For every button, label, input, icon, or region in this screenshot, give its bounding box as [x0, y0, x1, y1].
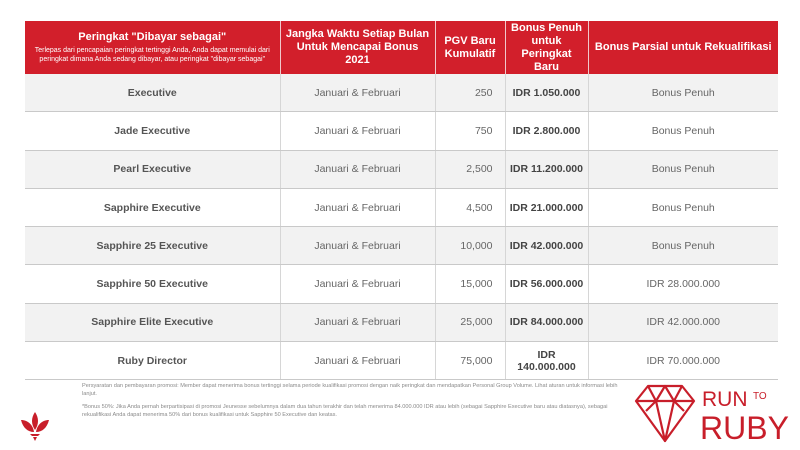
- run-to-ruby-logo: [632, 381, 790, 445]
- pgv-cell: 25,000: [435, 303, 505, 341]
- pgv-column-header: PGV Baru Kumulatif: [435, 21, 505, 74]
- full-bonus-cell: IDR 11.200.000: [505, 150, 588, 188]
- period-cell: Januari & Februari: [280, 150, 435, 188]
- rank-bonus-table: [25, 21, 778, 380]
- full-bonus-cell: IDR 1.050.000: [505, 74, 588, 112]
- logo-ruby-text: RUBY: [700, 410, 789, 445]
- period-cell: Januari & Februari: [280, 303, 435, 341]
- rank-column-subtitle: Terlepas dari pencapaian peringkat tertinggi Anda, Anda dapat memulai dari peringkat dimana Anda sedang dibayar, atau peringkat "dibayar sebagai": [34, 47, 270, 63]
- partial-bonus-cell: Bonus Penuh: [588, 188, 778, 226]
- rank-cell: Executive: [25, 74, 280, 112]
- logo-run-text: RUN: [702, 388, 748, 411]
- table-row: [25, 150, 778, 188]
- pgv-cell: 15,000: [435, 265, 505, 303]
- full-bonus-cell: IDR 84.000.000: [505, 303, 588, 341]
- period-cell: Januari & Februari: [280, 74, 435, 112]
- full-bonus-cell: IDR 56.000.000: [505, 265, 588, 303]
- partial-bonus-cell: Bonus Penuh: [588, 227, 778, 265]
- full-bonus-cell: IDR 2.800.000: [505, 112, 588, 150]
- period-cell: Januari & Februari: [280, 227, 435, 265]
- table-row: [25, 112, 778, 150]
- rank-cell: Pearl Executive: [25, 150, 280, 188]
- table-row: [25, 188, 778, 226]
- pgv-cell: 250: [435, 74, 505, 112]
- pgv-cell: 750: [435, 112, 505, 150]
- fleur-logo-icon: [18, 408, 52, 442]
- pgv-cell: 75,000: [435, 342, 505, 380]
- partial-bonus-cell: IDR 28.000.000: [588, 265, 778, 303]
- period-cell: Januari & Februari: [280, 342, 435, 380]
- period-column-header: Jangka Waktu Setiap Bulan Untuk Mencapai Bonus 2021: [280, 21, 435, 74]
- rank-cell: Sapphire 50 Executive: [25, 265, 280, 303]
- full-bonus-cell: IDR 21.000.000: [505, 188, 588, 226]
- promo-requirement-note: Persyaratan dan pembayaran promosi: Member dapat menerima bonus tertinggi selama periode kualifikasi promosi dengan naik peringkat dan mendapatkan Personal Group Volume. Lihat aturan untuk informasi lebih lanjut.: [82, 383, 618, 397]
- period-cell: Januari & Februari: [280, 188, 435, 226]
- partial-bonus-cell: Bonus Penuh: [588, 112, 778, 150]
- table-row: [25, 303, 778, 341]
- pgv-cell: 2,500: [435, 150, 505, 188]
- rank-column-header: [25, 21, 280, 74]
- table-header-row: [25, 21, 778, 74]
- partial-bonus-cell: IDR 70.000.000: [588, 342, 778, 380]
- partial-bonus-cell: Bonus Penuh: [588, 74, 778, 112]
- rank-cell: Sapphire 25 Executive: [25, 227, 280, 265]
- ruby-gem-icon: [636, 386, 694, 441]
- pgv-cell: 4,500: [435, 188, 505, 226]
- table-row: [25, 74, 778, 112]
- bonus-50-note: *Bonus 50%: Jika Anda pernah berpartisipasi di promosi Jeunesse sebelumnya dalam dua tahun terakhir dan telah menerima 84.000.000 IDR atau lebih (sebagai Sapphire Executive baru atau diatasnya), sebagai rekualifikasi Anda dapat menerima 50% dari bonus kualifikasi untuk Sapphire 50 Executive dan keatas.: [82, 404, 608, 418]
- table-row: [25, 227, 778, 265]
- pgv-cell: 10,000: [435, 227, 505, 265]
- full-bonus-cell: IDR 140.000.000: [505, 342, 588, 380]
- partial-bonus-cell: IDR 42.000.000: [588, 303, 778, 341]
- partial-bonus-column-header: Bonus Parsial untuk Rekualifikasi: [588, 21, 778, 74]
- footnotes: [82, 383, 627, 425]
- rank-column-title: Peringkat "Dibayar sebagai": [78, 31, 227, 43]
- period-cell: Januari & Februari: [280, 265, 435, 303]
- logo-to-text: TO: [753, 391, 767, 402]
- table-row: [25, 342, 778, 380]
- table-row: [25, 265, 778, 303]
- partial-bonus-cell: Bonus Penuh: [588, 150, 778, 188]
- rank-cell: Jade Executive: [25, 112, 280, 150]
- period-cell: Januari & Februari: [280, 112, 435, 150]
- rank-cell: Ruby Director: [25, 342, 280, 380]
- rank-cell: Sapphire Elite Executive: [25, 303, 280, 341]
- full-bonus-column-header: Bonus Penuh untuk Peringkat Baru: [505, 21, 588, 74]
- rank-cell: Sapphire Executive: [25, 188, 280, 226]
- full-bonus-cell: IDR 42.000.000: [505, 227, 588, 265]
